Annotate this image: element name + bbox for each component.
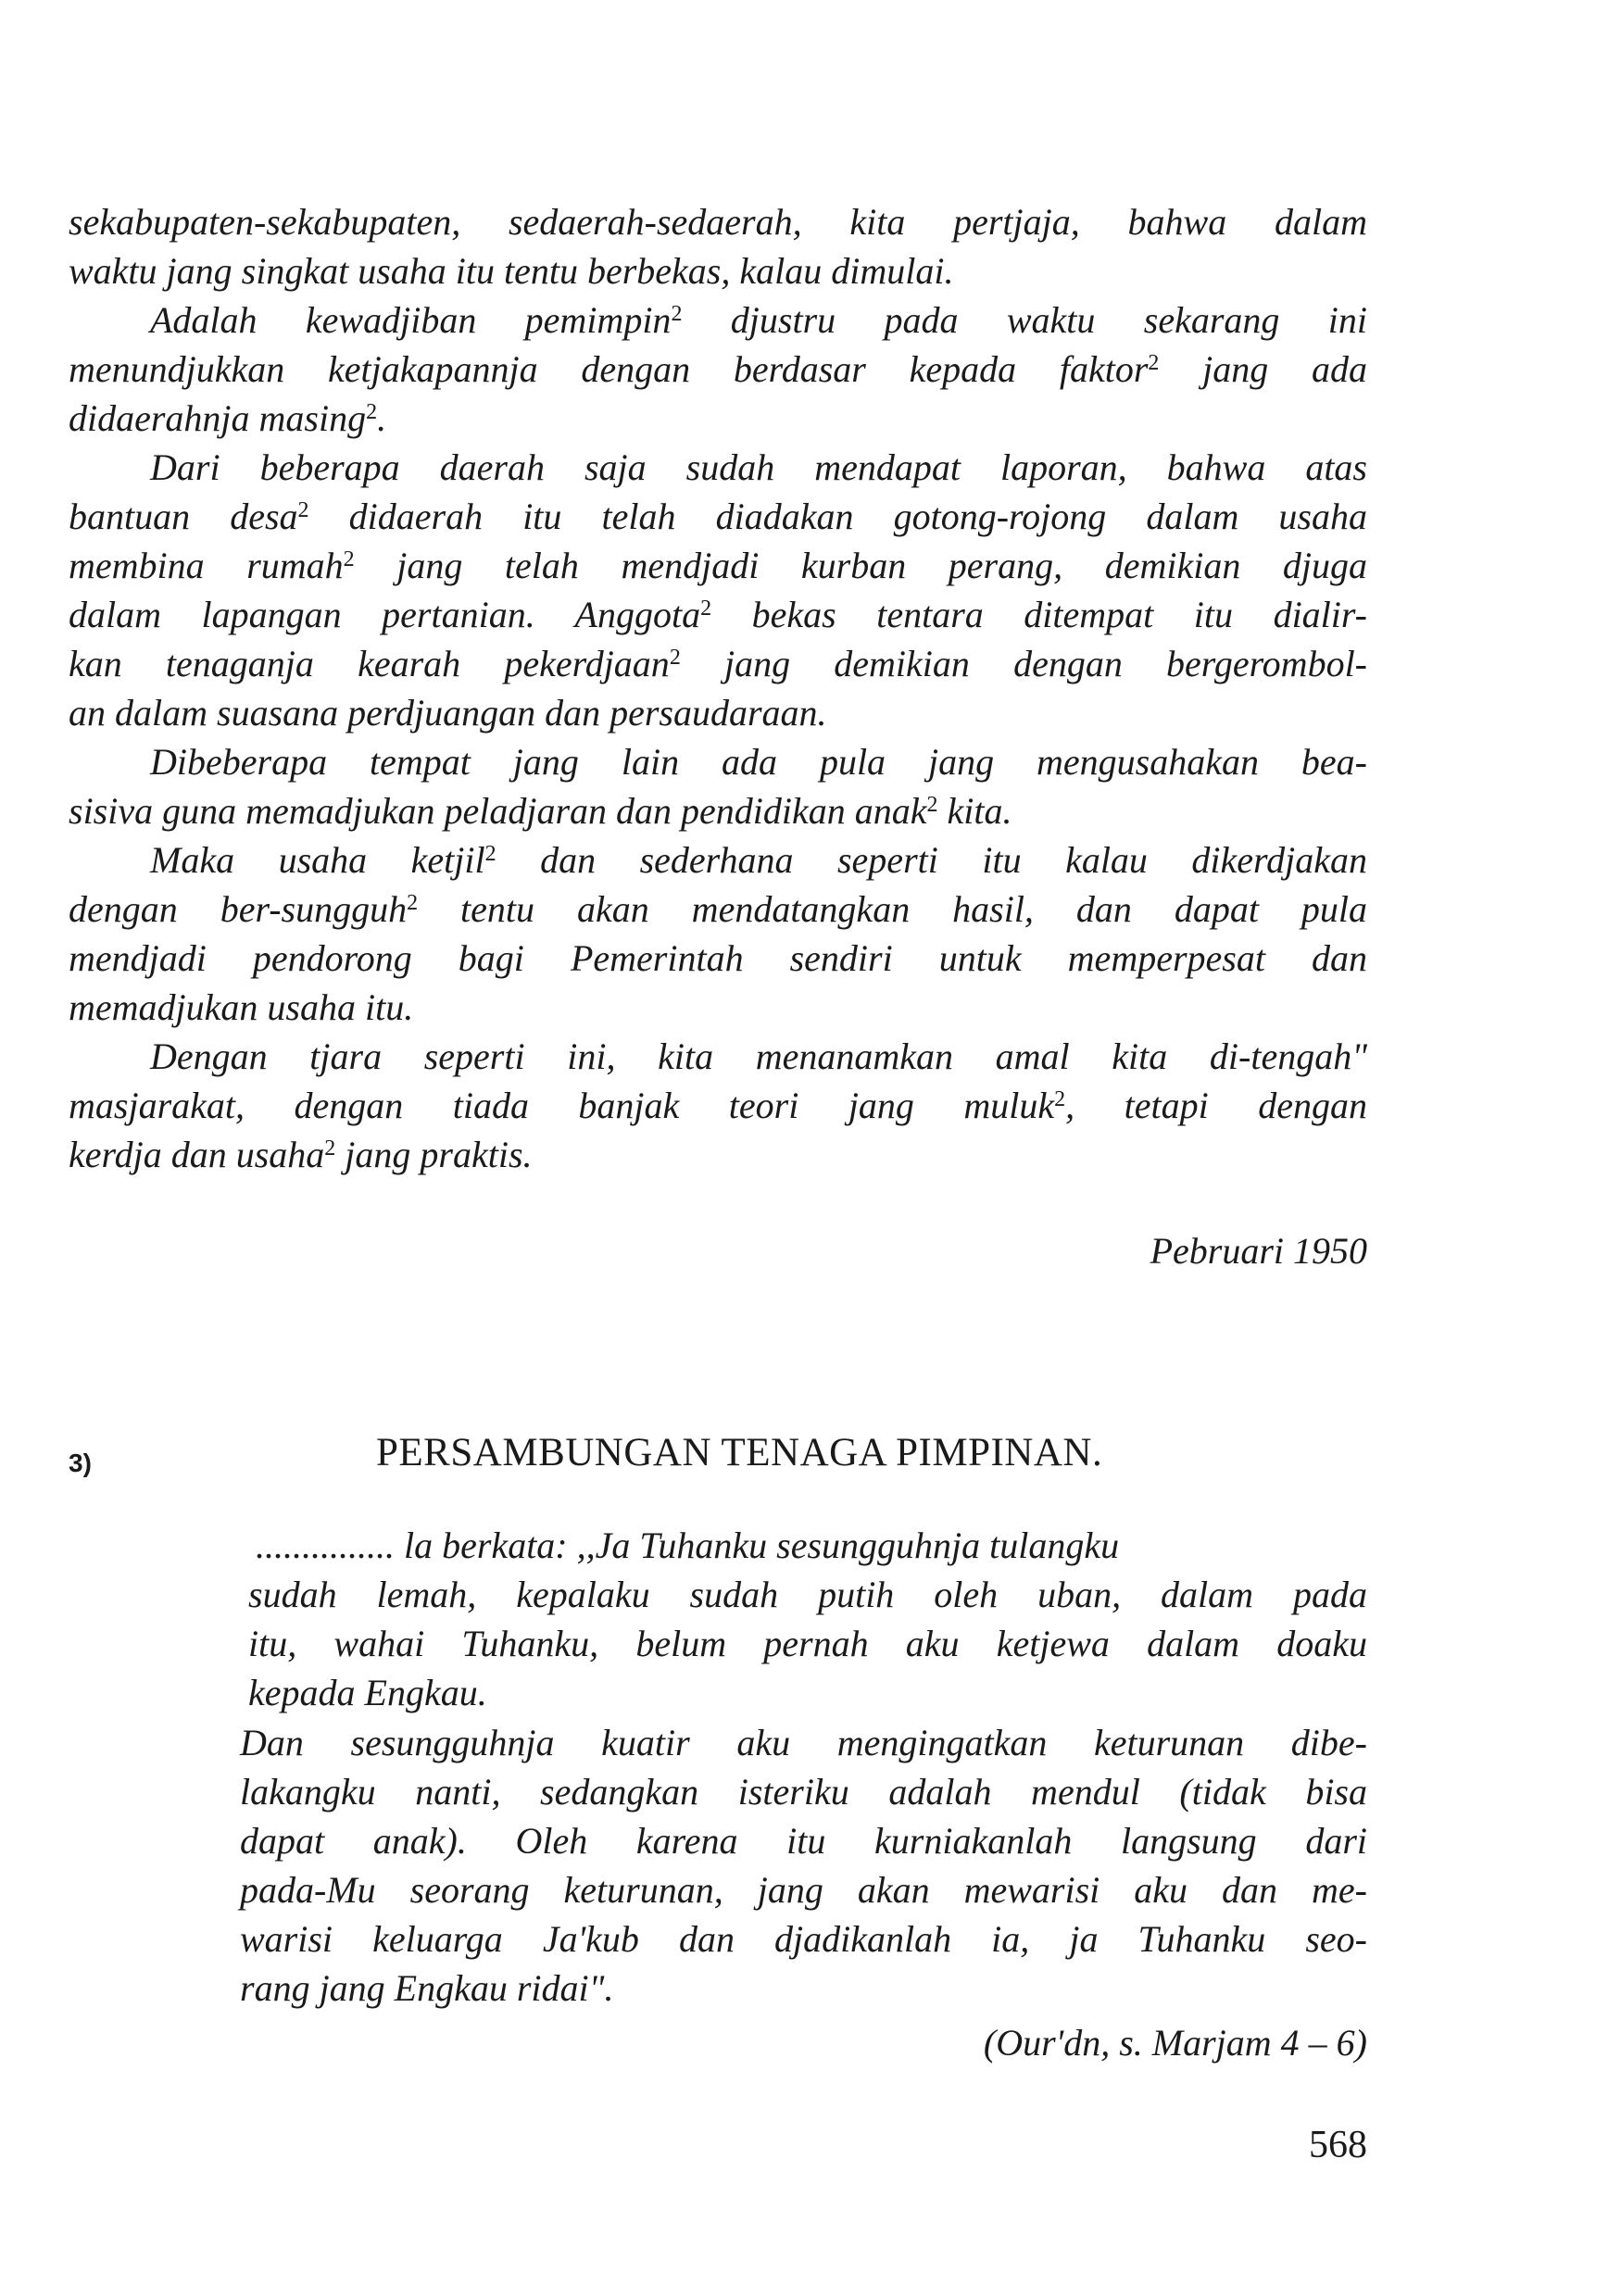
body-text <box>69 197 1367 1179</box>
quote-part-2 <box>240 1718 1367 2013</box>
quote-line: kepada Engkau. <box>248 1672 487 1713</box>
body-line: membina rumah$^2$ jang telah mendjadi kurban perang, demikian djuga <box>69 545 1367 586</box>
body-line: masjarakat, dengan tiada banjak teori jang muluk$^2$, tetapi dengan <box>69 1085 1367 1126</box>
body-line: waktu jang singkat usaha itu tentu berbekas, kalau dimulai. <box>69 250 954 292</box>
body-line: sekabupaten-sekabupaten, sedaerah-sedaerah, kita pertjaja, bahwa dalam <box>69 201 1367 243</box>
quote-citation: (Our'dn, s. Marjam 4 – 6) <box>983 2022 1367 2064</box>
quote-line: pada-Mu seorang keturunan, jang akan mewarisi aku dan me- <box>240 1869 1367 1911</box>
body-line: menundjukkan ketjakapannja dengan berdasar kepada faktor$^2$ jang ada <box>69 348 1367 390</box>
body-line: Adalah kewadjiban pemimpin$^2$ djustru pada waktu sekarang ini <box>150 299 1367 341</box>
quote-line: Dan sesungguhnja kuatir aku mengingatkan keturunan dibe- <box>240 1722 1367 1763</box>
body-line: kerdja dan usaha$^2$ jang praktis. <box>69 1134 533 1175</box>
body-line: mendjadi pendorong bagi Pemerintah sendiri untuk memperpesat dan <box>69 937 1367 979</box>
body-line: Dari beberapa daerah saja sudah mendapat laporan, bahwa atas <box>150 446 1367 488</box>
body-line: dalam lapangan pertanian. Anggota$^2$ bekas tentara ditempat itu dialir- <box>69 594 1367 635</box>
section-title: PERSAMBUNGAN TENAGA PIMPINAN. <box>376 1431 1103 1474</box>
quote-line: ............... la berkata: ,,Ja Tuhanku sesungguhnja tulangku <box>256 1524 1120 1566</box>
body-line: dengan ber-sungguh$^2$ tentu akan mendatangkan hasil, dan dapat pula <box>69 888 1367 930</box>
body-line: bantuan desa$^2$ didaerah itu telah diadakan gotong-rojong dalam usaha <box>69 496 1368 537</box>
quote-line: warisi keluarga Ja'kub dan djadikanlah ia, ja Tuhanku seo- <box>240 1918 1367 1960</box>
body-line: Dengan tjara seperti ini, kita menanamkan amal kita di-tengah" <box>150 1035 1367 1077</box>
quote-line: dapat anak). Oleh karena itu kurniakanlah langsung dari <box>240 1820 1367 1862</box>
quote-line: rang jang Engkau ridai". <box>240 1967 614 2009</box>
body-line: Maka usaha ketjil$^2$ dan sederhana seperti itu kalau dikerdjakan <box>150 839 1367 881</box>
section-number: 3) <box>69 1449 92 1477</box>
body-line: an dalam suasana perdjuangan dan persaudaraan. <box>69 692 827 734</box>
quote-line: lakangku nanti, sedangkan isteriku adalah mendul (tidak bisa <box>240 1771 1367 1813</box>
quote-line: itu, wahai Tuhanku, belum pernah aku ketjewa dalam doaku <box>248 1623 1367 1664</box>
body-line: Dibeberapa tempat jang lain ada pula jang mengusahakan bea- <box>150 741 1367 783</box>
date-signature: Pebruari 1950 <box>1150 1230 1367 1272</box>
body-line: sisiva guna memadjukan peladjaran dan pendidikan anak$^2$ kita. <box>69 790 1012 832</box>
body-line: kan tenaganja kearah pekerdjaan$^2$ jang demikian dengan bergerombol- <box>69 643 1368 684</box>
body-line: memadjukan usaha itu. <box>69 986 414 1028</box>
body-line: didaerahnja masing$^2$. <box>69 397 387 439</box>
page-number: 568 <box>1309 2124 1367 2166</box>
quote-line: sudah lemah, kepalaku sudah putih oleh uban, dalam pada <box>248 1574 1367 1615</box>
quote-part-1 <box>248 1521 1367 1717</box>
